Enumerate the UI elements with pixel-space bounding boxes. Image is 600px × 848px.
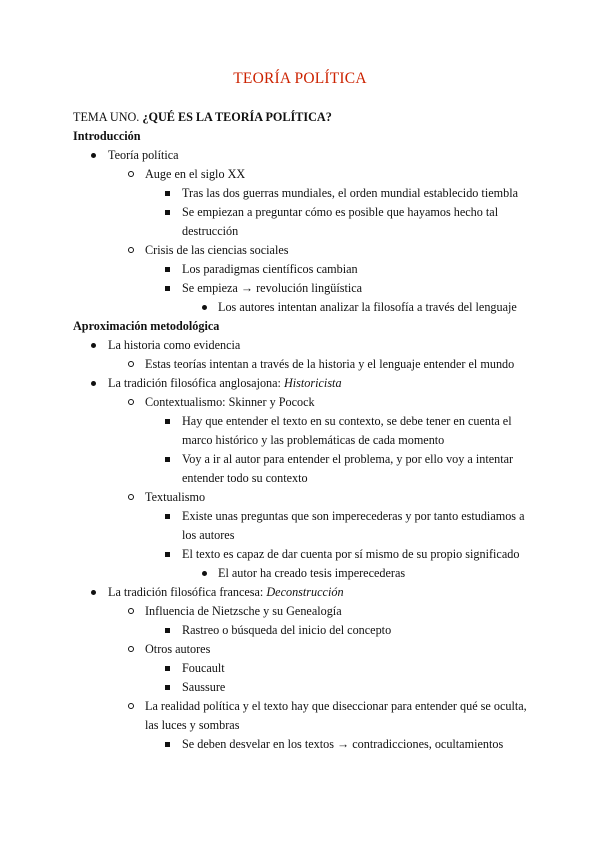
bullet-circle-icon xyxy=(125,165,137,184)
bullet-circle-icon xyxy=(125,488,137,507)
bullet-circle-icon xyxy=(125,697,137,716)
bullet-dot-icon xyxy=(87,146,99,165)
bullet-square-icon xyxy=(161,260,173,279)
bullet-circle-icon xyxy=(125,640,137,659)
list-item: La realidad política y el texto hay que diseccionar para entender qué se oculta, las luces y sombras xyxy=(73,697,533,735)
list-item: Foucault xyxy=(73,659,533,678)
bullet-square-icon xyxy=(161,678,173,697)
section-heading-introduccion: Introducción xyxy=(73,129,141,143)
bullet-square-icon xyxy=(161,659,173,678)
bullet-dot-icon xyxy=(87,336,99,355)
list-item: La tradición filosófica francesa: Deconstrucción xyxy=(73,583,533,602)
bullet-square-icon xyxy=(161,184,173,203)
bullet-square-icon xyxy=(161,621,173,640)
intro-list xyxy=(73,146,533,317)
list-item: Estas teorías intentan a través de la historia y el lenguaje entender el mundo xyxy=(73,355,533,374)
list-item: Teoría política xyxy=(73,146,533,165)
list-item: Los autores intentan analizar la filosofía a través del lenguaje xyxy=(73,298,533,317)
list-item: Crisis de las ciencias sociales xyxy=(73,241,533,260)
bullet-circle-icon xyxy=(125,393,137,412)
bullet-square-icon xyxy=(161,545,173,564)
list-item: Otros autores xyxy=(73,640,533,659)
bullet-circle-icon xyxy=(125,355,137,374)
list-item: El autor ha creado tesis imperecederas xyxy=(73,564,533,583)
list-item: Rastreo o búsqueda del inicio del concepto xyxy=(73,621,533,640)
list-item: Voy a ir al autor para entender el problema, y por ello voy a intentar entender todo su contexto xyxy=(73,450,533,488)
bullet-square-icon xyxy=(161,412,173,431)
list-item: Auge en el siglo XX xyxy=(73,165,533,184)
list-item: Saussure xyxy=(73,678,533,697)
list-item: Se empiezan a preguntar cómo es posible que hayamos hecho tal destrucción xyxy=(73,203,533,241)
bullet-dot-icon xyxy=(87,374,99,393)
list-item: Textualismo xyxy=(73,488,533,507)
bullet-square-icon xyxy=(161,279,173,298)
section-heading-aproximacion: Aproximación metodológica xyxy=(73,319,220,333)
bullet-dot-icon xyxy=(87,583,99,602)
list-item: Los paradigmas científicos cambian xyxy=(73,260,533,279)
tema-line xyxy=(73,108,533,127)
bullet-square-icon xyxy=(161,735,173,754)
bullet-circle-icon xyxy=(125,241,137,260)
list-item: Se empieza → revolución lingüística xyxy=(73,279,533,298)
bullet-square-icon xyxy=(161,203,173,222)
bullet-square-icon xyxy=(161,507,173,526)
bullet-square-icon xyxy=(161,450,173,469)
bullet-dot-icon xyxy=(198,564,210,583)
tema-prefix: TEMA UNO. xyxy=(73,110,143,124)
list-item: Hay que entender el texto en su contexto, se debe tener en cuenta el marco histórico y las problemáticas de cada momento xyxy=(73,412,533,450)
aprox-list xyxy=(73,336,533,754)
list-item: El texto es capaz de dar cuenta por sí mismo de su propio significado xyxy=(73,545,533,564)
bullet-circle-icon xyxy=(125,602,137,621)
list-item: Tras las dos guerras mundiales, el orden mundial establecido tiembla xyxy=(73,184,533,203)
list-item: Influencia de Nietzsche y su Genealogía xyxy=(73,602,533,621)
bullet-dot-icon xyxy=(198,298,210,317)
list-item: Existe unas preguntas que son imperecederas y por tanto estudiamos a los autores xyxy=(73,507,533,545)
document-title: TEORÍA POLÍTICA xyxy=(233,70,367,87)
list-item: La historia como evidencia xyxy=(73,336,533,355)
list-item: Contextualismo: Skinner y Pocock xyxy=(73,393,533,412)
list-item: La tradición filosófica anglosajona: Historicista xyxy=(73,374,533,393)
tema-heading: ¿QUÉ ES LA TEORÍA POLÍTICA? xyxy=(142,110,332,124)
list-item: Se deben desvelar en los textos → contradicciones, ocultamientos xyxy=(73,735,533,754)
document-body xyxy=(73,108,533,754)
